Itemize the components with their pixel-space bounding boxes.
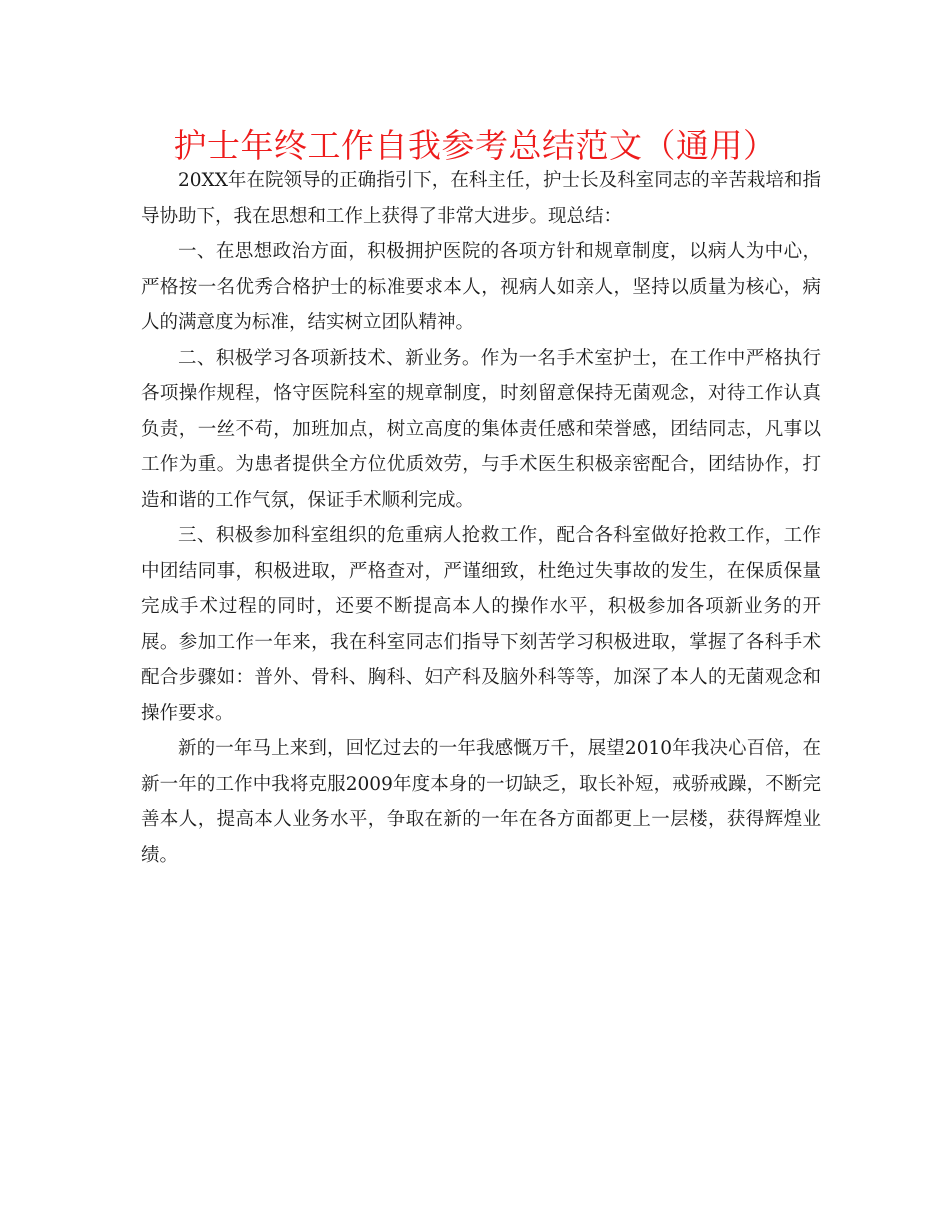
document-body (141, 163, 821, 873)
paragraph-intro: 20XX年在院领导的正确指引下，在科主任，护士长及科室同志的辛苦栽培和指导协助下，我在思想和工作上获得了非常大进步。现总结： (141, 170, 821, 227)
document-title: 护士年终工作自我参考总结范文（通用） (173, 126, 777, 165)
paragraph-political-thought: 一、在思想政治方面，积极拥护医院的各项方针和规章制度，以病人为中心，严格按一名优秀合格护士的标准要求本人，视病人如亲人，坚持以质量为核心，病人的满意度为标准，结实树立团队精神。 (141, 241, 821, 333)
paragraph-rescue-work: 三、积极参加科室组织的危重病人抢救工作，配合各科室做好抢救工作，工作中团结同事，积极进取，严格查对，严谨细致，杜绝过失事故的发生，在保质保量完成手术过程的同时，还要不断提高本人的操作水平，积极参加各项新业务的开展。参加工作一年来，我在科室同志们指导下刻苦学习积极进取，掌握了各科手术配合步骤如：普外、骨科、胸科、妇产科及脑外科等等，加深了本人的无菌观念和操作要求。 (141, 525, 821, 724)
paragraph-new-skills: 二、积极学习各项新技术、新业务。作为一名手术室护士，在工作中严格执行各项操作规程，恪守医院科室的规章制度，时刻留意保持无菌观念，对待工作认真负责，一丝不苟，加班加点，树立高度的集体责任感和荣誉感，团结同志，凡事以工作为重。为患者提供全方位优质效劳，与手术医生积极亲密配合，团结协作，打造和谐的工作气氛，保证手术顺利完成。 (141, 347, 821, 511)
paragraph-new-year-outlook: 新的一年马上来到，回忆过去的一年我感慨万千，展望2010年我决心百倍，在新一年的工作中我将克服2009年度本身的一切缺乏，取长补短，戒骄戒躁，不断完善本人，提高本人业务水平，争取在新的一年在各方面都更上一层楼，获得辉煌业绩。 (141, 738, 821, 866)
